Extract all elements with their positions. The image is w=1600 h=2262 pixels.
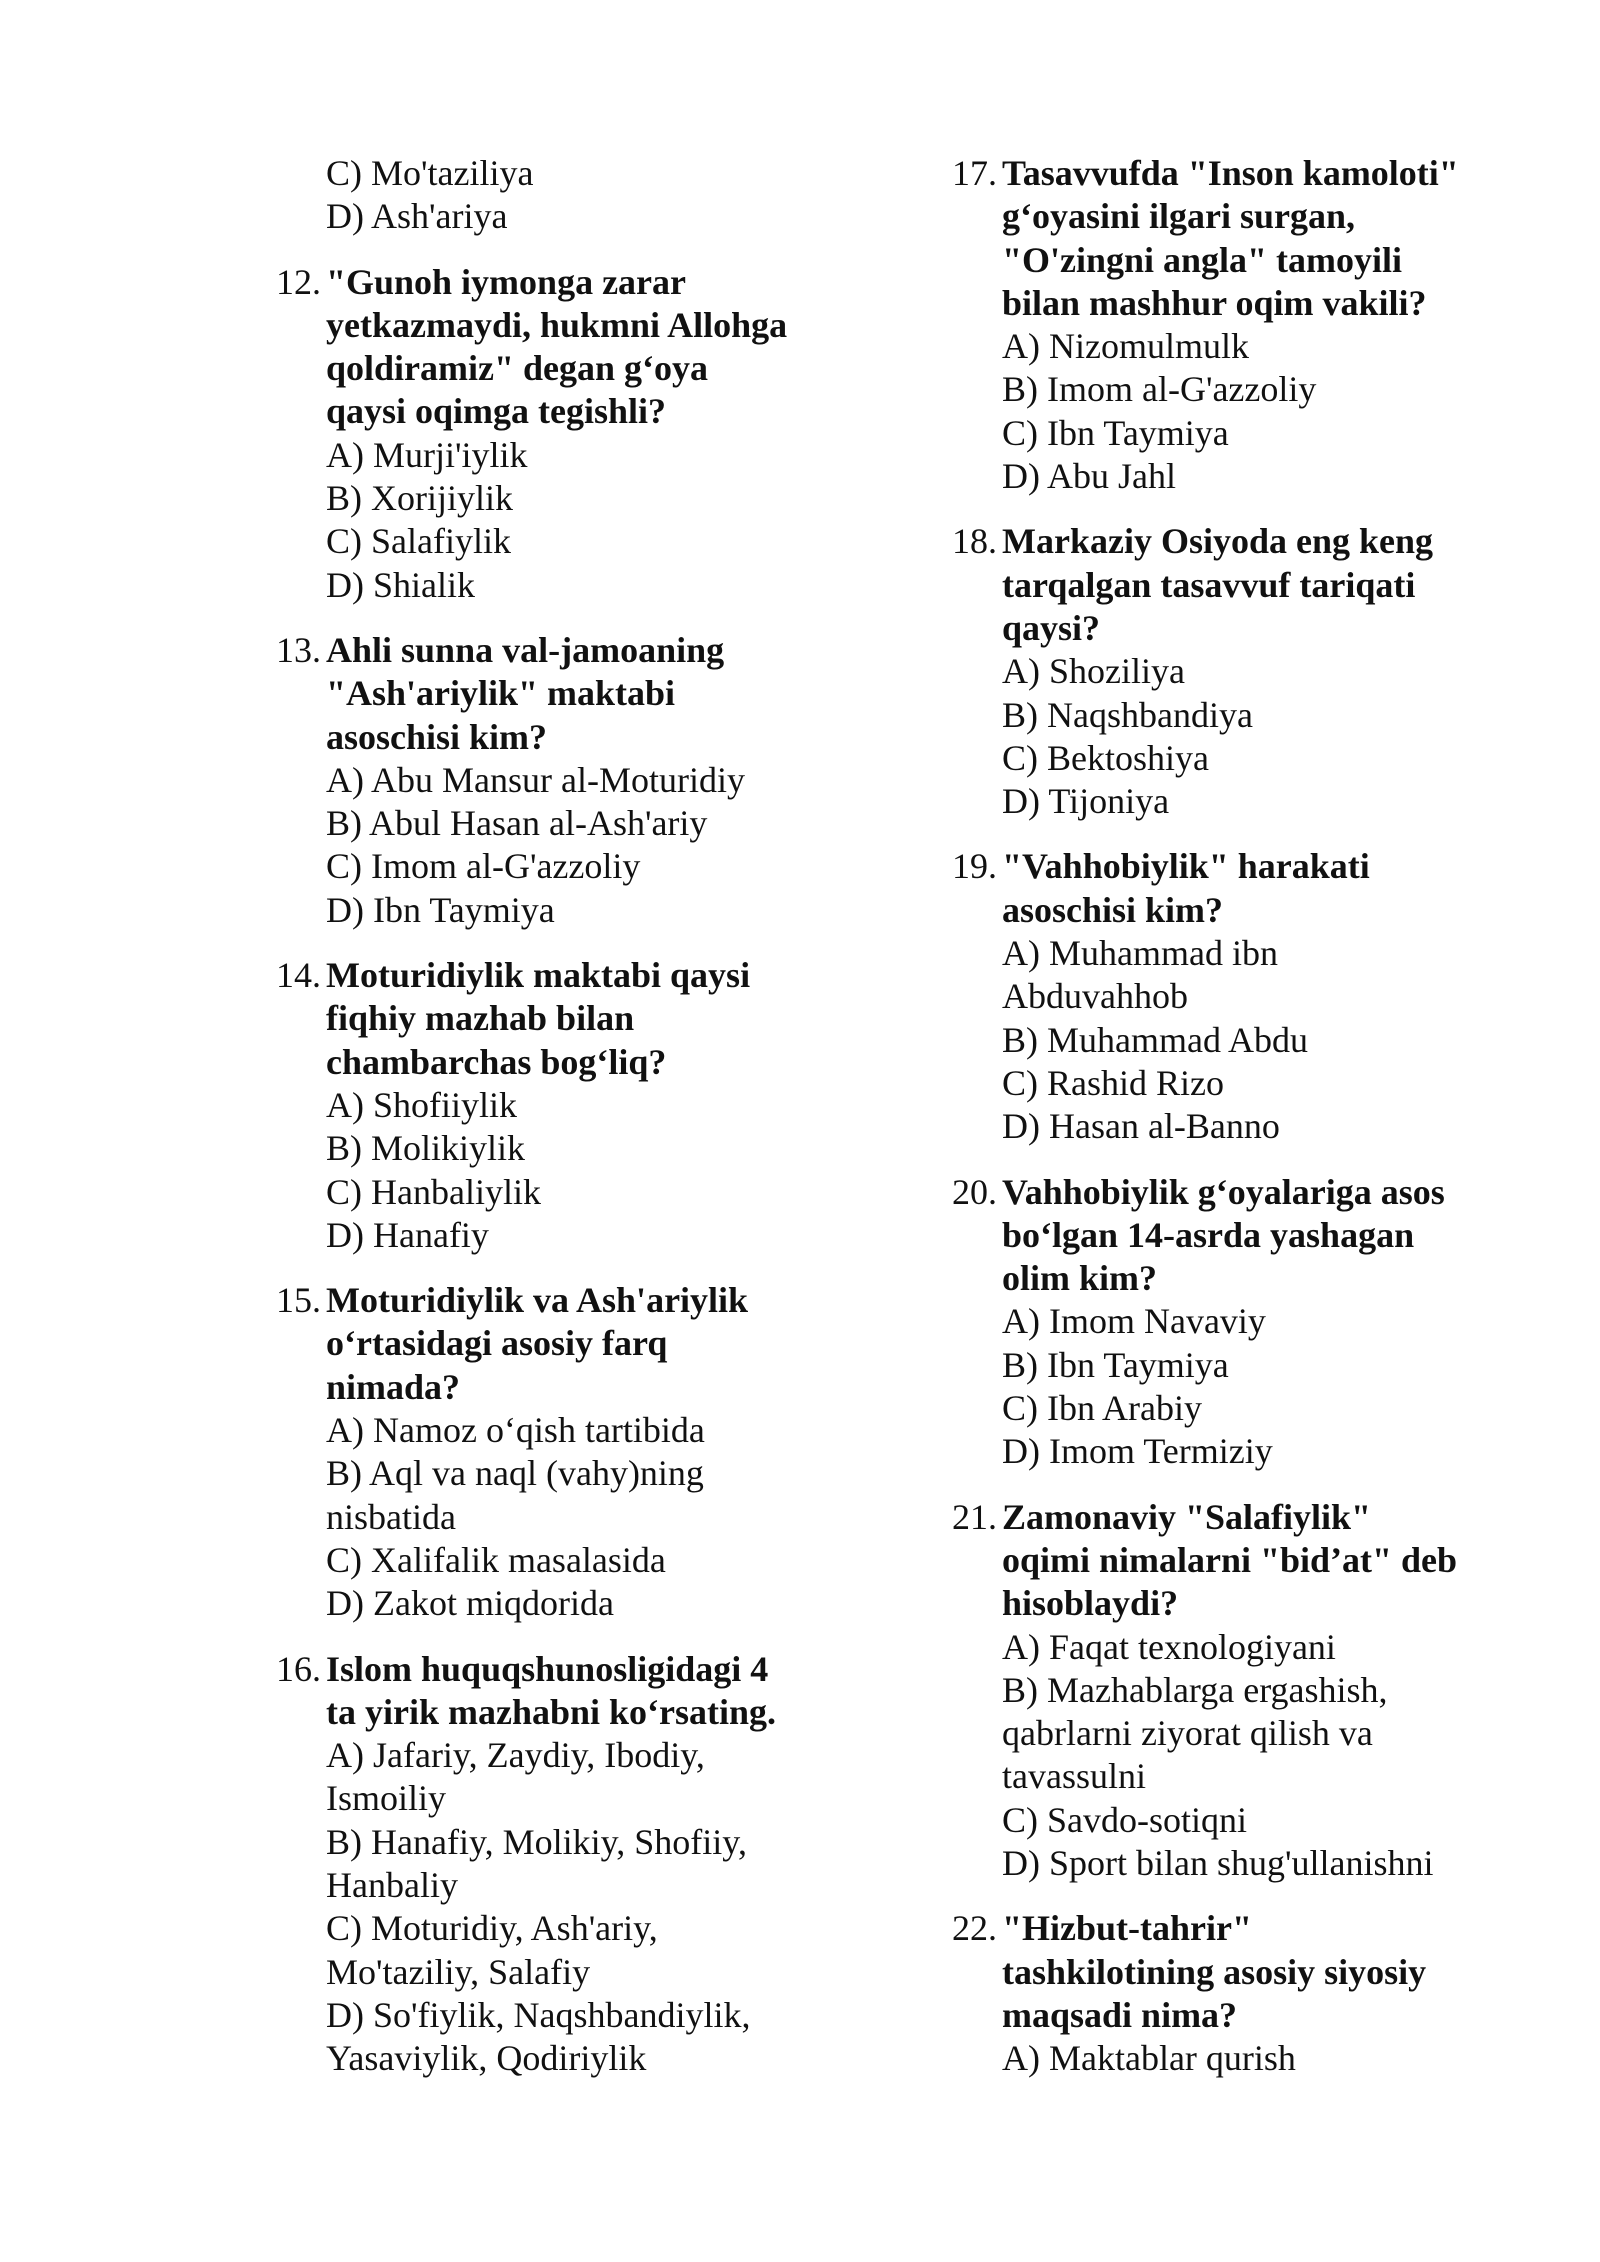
question-number: 14. — [276, 955, 321, 996]
question-text-line: hisoblaydi? — [1002, 1583, 1179, 1624]
answer-option: Yasaviylik, Qodiriylik — [326, 2038, 647, 2079]
question-text-line: Ahli sunna val-jamoaning — [326, 629, 725, 670]
answer-option: D) Tijoniya — [1002, 781, 1170, 822]
answer-option: nisbatida — [326, 1496, 456, 1537]
question-text-line: qaysi? — [1002, 607, 1101, 648]
answer-option: A) Imom Navaviy — [1002, 1301, 1266, 1342]
question-20 — [952, 1171, 1512, 1474]
question-text-line: tarqalgan tasavvuf tariqati — [1002, 564, 1416, 605]
answer-option: D) Hanafiy — [326, 1214, 489, 1255]
question-text-line: tashkilotining asosiy siyosiy — [1002, 1951, 1427, 1992]
answer-option: A) Shoziliya — [1002, 651, 1185, 692]
answer-option: A) Namoz o‘qish tartibida — [326, 1410, 705, 1451]
question-19 — [952, 845, 1512, 1148]
question-text-line: Vahhobiylik g‘oyalariga asos — [1002, 1171, 1445, 1212]
answer-option: C) Ibn Arabiy — [1002, 1388, 1202, 1429]
answer-option: D) So'fiylik, Naqshbandiylik, — [326, 1994, 751, 2035]
answer-option: qabrlarni ziyorat qilish va — [1002, 1713, 1373, 1754]
question-text-line: olim kim? — [1002, 1258, 1158, 1299]
answer-option: C) Xalifalik masalasida — [326, 1539, 666, 1580]
answer-option: B) Molikiylik — [326, 1128, 526, 1169]
answer-option: A) Muhammad ibn — [1002, 933, 1278, 974]
question-number: 15. — [276, 1280, 321, 1321]
answer-option: tavassulni — [1002, 1756, 1146, 1797]
answer-option: B) Naqshbandiya — [1002, 694, 1253, 735]
answer-option: A) Murji'iylik — [326, 434, 528, 475]
answer-option: C) Bektoshiya — [1002, 737, 1209, 778]
question-number: 12. — [276, 261, 321, 302]
question-text-line: "Ash'ariylik" maktabi — [326, 673, 676, 714]
question-number: 20. — [952, 1171, 997, 1212]
answer-option: B) Aql va naql (vahy)ning — [326, 1453, 704, 1494]
question-number: 18. — [952, 521, 997, 562]
answer-option: Abduvahhob — [1002, 976, 1188, 1017]
answer-option: A) Jafariy, Zaydiy, Ibodiy, — [326, 1735, 705, 1776]
answer-option: C) Hanbaliylik — [326, 1171, 541, 1212]
answer-option: D) Abu Jahl — [1002, 456, 1176, 497]
answer-option: B) Hanafiy, Molikiy, Shofiiy, — [326, 1821, 747, 1862]
question-text-line: "Hizbut-tahrir" — [1002, 1908, 1252, 1949]
answer-option: D) Hasan al-Banno — [1002, 1106, 1280, 1147]
answer-option: B) Mazhablarga ergashish, — [1002, 1669, 1388, 1710]
question-text-line: asoschisi kim? — [1002, 889, 1224, 930]
answer-option: Ismoiliy — [326, 1778, 447, 1819]
answer-option: D) Zakot miqdorida — [326, 1583, 614, 1624]
question-text-line: "Gunoh iymonga zarar — [326, 261, 686, 302]
question-17 — [952, 152, 1512, 498]
question-18 — [952, 520, 1512, 823]
question-number: 21. — [952, 1496, 997, 1537]
answer-option: Mo'taziliy, Salafiy — [326, 1951, 591, 1992]
answer-option: C) Imom al-G'azzoliy — [326, 846, 641, 887]
question-text-line: qoldiramiz" degan g‘oya — [326, 348, 708, 389]
question-text-line: Moturidiylik maktabi qaysi — [326, 955, 751, 996]
question-text-line: g‘oyasini ilgari surgan, — [1002, 196, 1356, 237]
left-column — [276, 152, 836, 2102]
question-text-line: Moturidiylik va Ash'ariylik — [326, 1280, 749, 1321]
question-22 — [952, 1907, 1512, 2080]
answer-option: B) Abul Hasan al-Ash'ariy — [326, 803, 708, 844]
question-number: 19. — [952, 846, 997, 887]
question-text-line: asoschisi kim? — [326, 716, 548, 757]
question-text-line: nimada? — [326, 1366, 461, 1407]
question-text-line: "Vahhobiylik" harakati — [1002, 846, 1370, 887]
answer-option: A) Abu Mansur al-Moturidiy — [326, 759, 745, 800]
question-text-line: "O'zingni angla" tamoyili — [1002, 239, 1403, 280]
question-number: 13. — [276, 629, 321, 670]
question-text-line: Tasavvufda "Inson kamoloti" — [1002, 153, 1459, 193]
answer-option: A) Shofiiylik — [326, 1084, 518, 1125]
answer-option: D) Ash'ariya — [326, 196, 508, 237]
answer-option: D) Shialik — [326, 564, 475, 605]
question-text-line: chambarchas bog‘liq? — [326, 1041, 667, 1082]
answer-option: A) Maktablar qurish — [1002, 2038, 1296, 2079]
answer-option: Hanbaliy — [326, 1864, 458, 1905]
answer-option: B) Muhammad Abdu — [1002, 1019, 1308, 1060]
answer-option: B) Imom al-G'azzoliy — [1002, 369, 1317, 410]
answer-option: A) Faqat texnologiyani — [1002, 1626, 1336, 1667]
question-number: 22. — [952, 1908, 997, 1949]
question-text-line: qaysi oqimga tegishli? — [326, 391, 667, 432]
answer-option: C) Moturidiy, Ash'ariy, — [326, 1908, 658, 1949]
question-14 — [276, 954, 836, 1257]
question-text-line: bilan mashhur oqim vakili? — [1002, 282, 1427, 323]
answer-option: D) Sport bilan shug'ullanishni — [1002, 1842, 1434, 1883]
question-text-line: maqsadi nima? — [1002, 1994, 1238, 2035]
answer-option: A) Nizomulmulk — [1002, 326, 1249, 367]
answer-option: C) Savdo-sotiqni — [1002, 1799, 1248, 1840]
question-number: 16. — [276, 1648, 321, 1689]
answer-option: C) Rashid Rizo — [1002, 1062, 1224, 1103]
answer-option: B) Xorijiylik — [326, 478, 513, 519]
answer-option: D) Imom Termiziy — [1002, 1431, 1273, 1472]
question-text-line: yetkazmaydi, hukmni Allohga — [326, 304, 788, 345]
question-text-line: oqimi nimalarni "bid’at" deb — [1002, 1539, 1458, 1580]
right-column — [952, 152, 1512, 2102]
question-15 — [276, 1279, 836, 1625]
question-13 — [276, 629, 836, 932]
answer-option: C) Mo'taziliya — [326, 153, 534, 193]
question-21 — [952, 1496, 1512, 1886]
question-16 — [276, 1648, 836, 2081]
answer-option: B) Ibn Taymiya — [1002, 1344, 1229, 1385]
question-text-line: o‘rtasidagi asosiy farq — [326, 1323, 668, 1364]
answer-option: C) Ibn Taymiya — [1002, 412, 1229, 453]
question-text-line: Islom huquqshunosligidagi 4 — [326, 1648, 769, 1689]
question-text-line: fiqhiy mazhab bilan — [326, 998, 635, 1039]
question-text-line: Zamonaviy "Salafiylik" — [1002, 1496, 1372, 1537]
question-text-line: bo‘lgan 14-asrda yashagan — [1002, 1214, 1415, 1255]
answer-option: C) Salafiylik — [326, 521, 511, 562]
question-text-line: ta yirik mazhabni ko‘rsating. — [326, 1691, 777, 1732]
question-text-line: Markaziy Osiyoda eng keng — [1002, 521, 1434, 562]
answer-option: D) Ibn Taymiya — [326, 889, 555, 930]
question-number: 17. — [952, 153, 997, 193]
continuation-options — [276, 152, 836, 239]
question-12 — [276, 261, 836, 607]
